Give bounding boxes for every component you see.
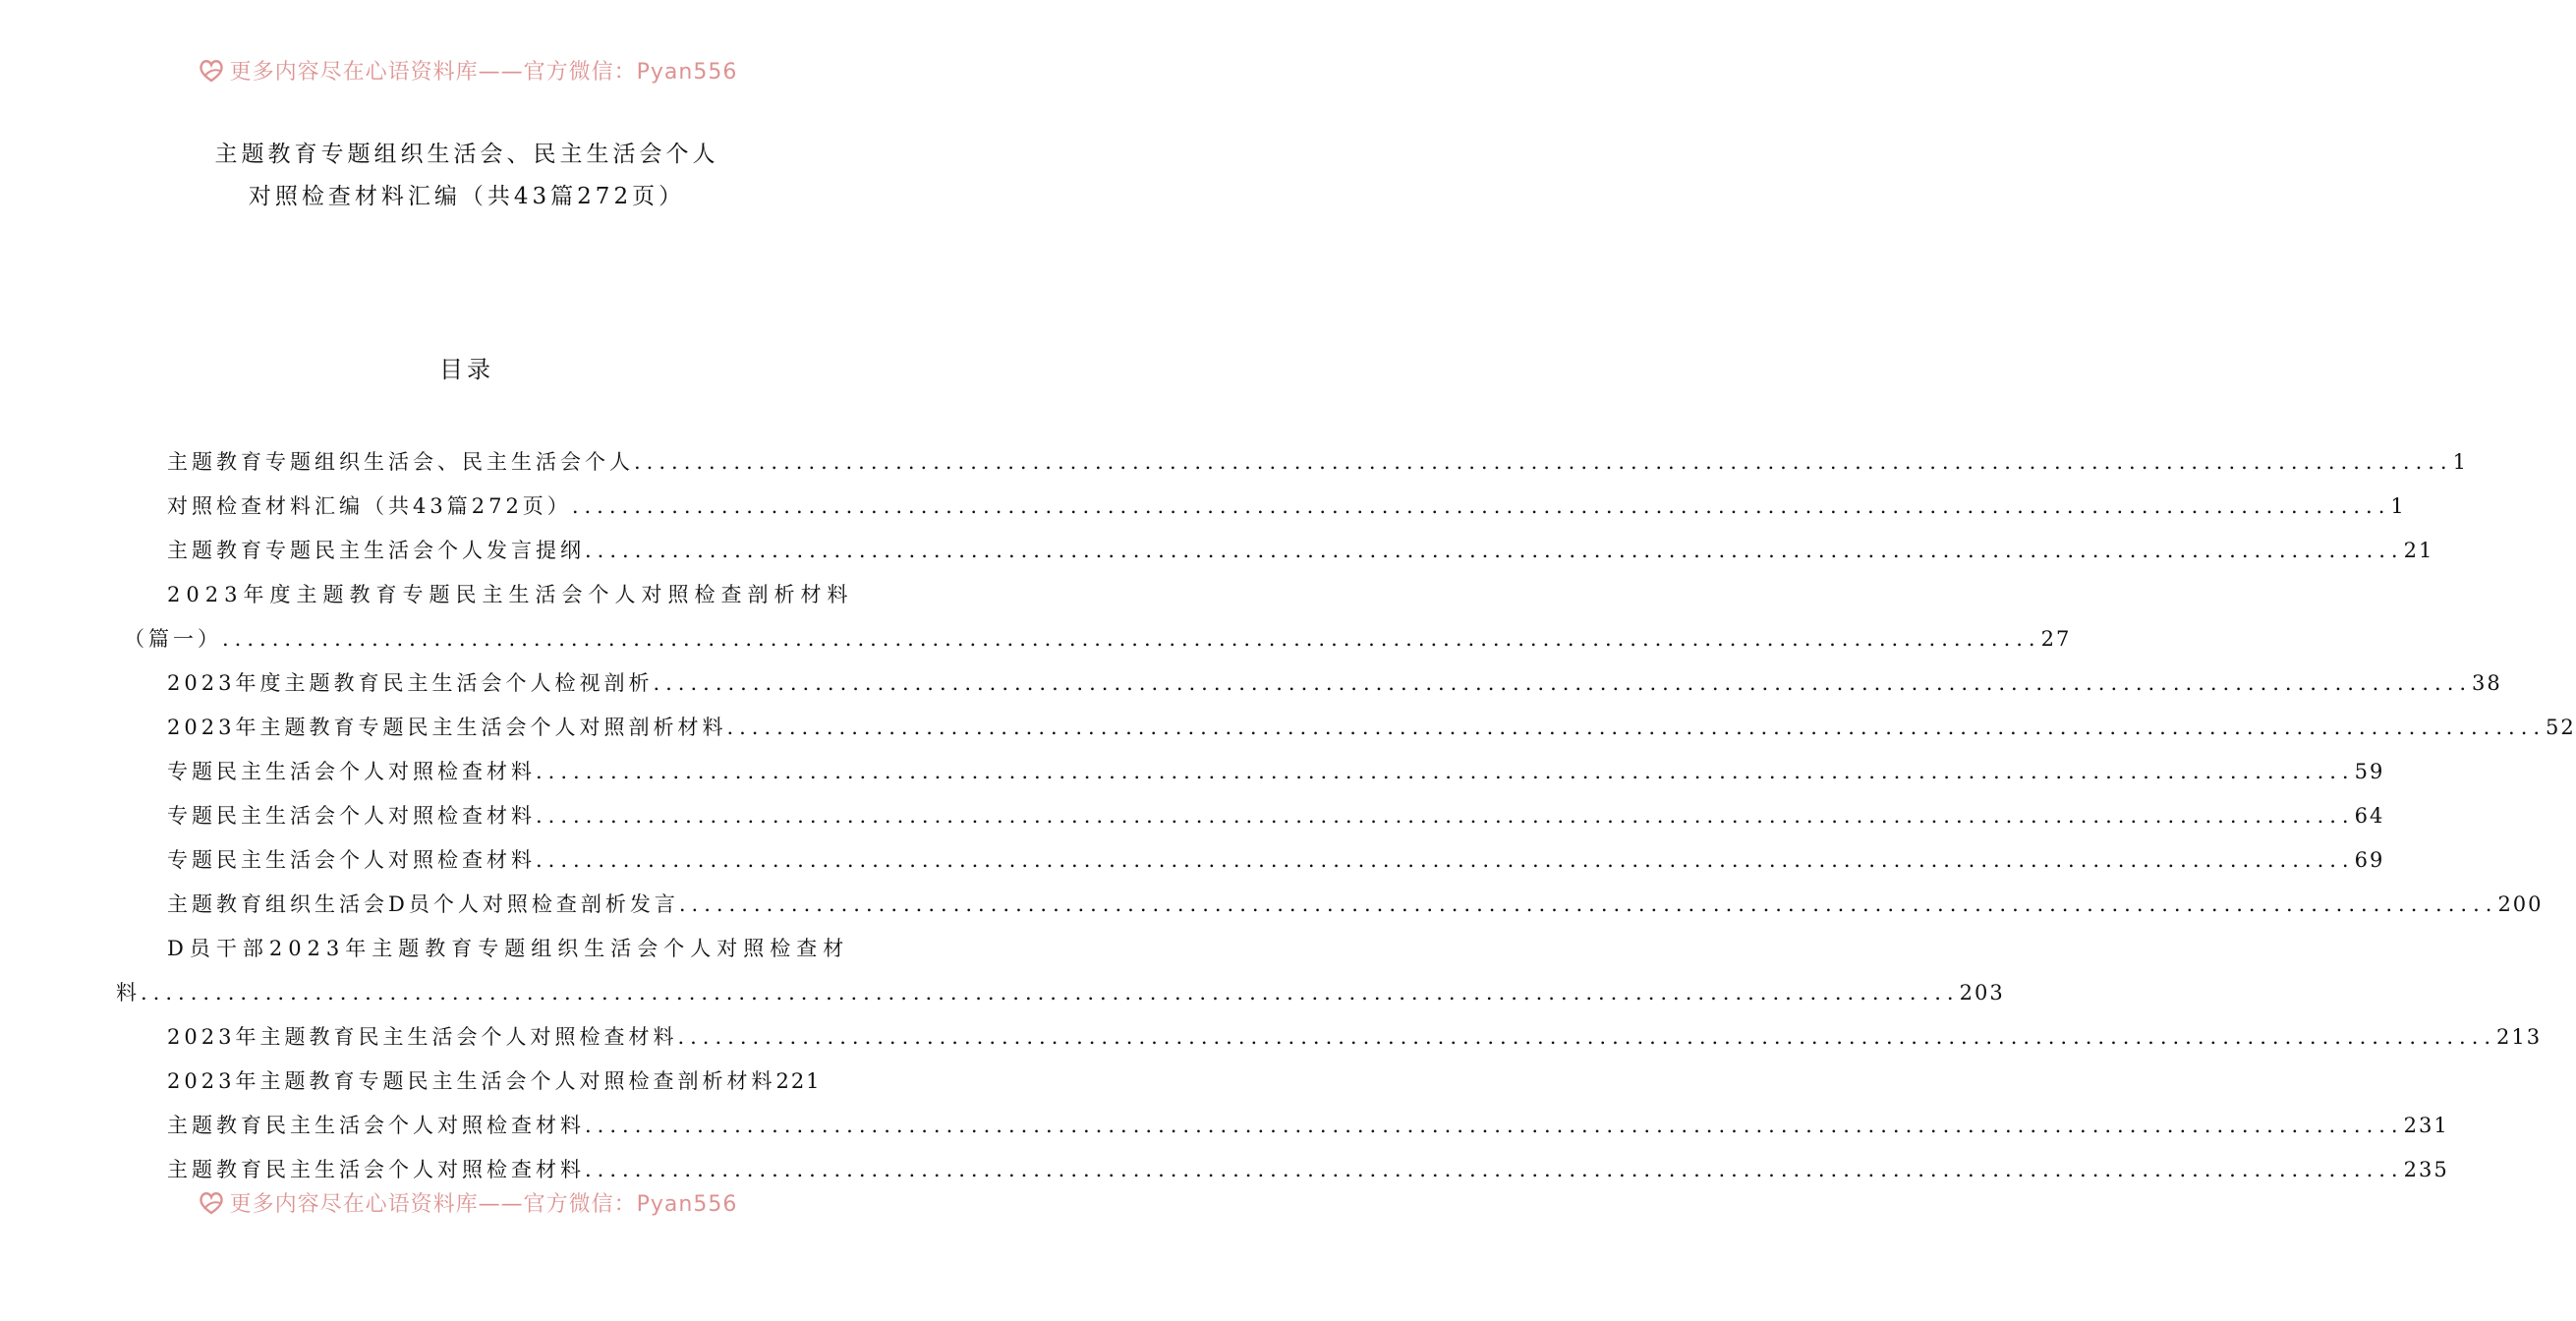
- watermark-text: 更多内容尽在心语资料库——官方微信：Pyan556: [229, 59, 738, 85]
- watermark-bottom: [0, 1185, 934, 1219]
- toc-entry-label: 主题教育专题民主生活会个人发言提纲: [167, 539, 585, 562]
- toc-leader-dots: [653, 671, 2472, 695]
- toc-leader-dots: [585, 1158, 2404, 1181]
- toc-entry-page: 213: [2496, 1025, 2543, 1049]
- toc-entry-label: 主题教育民主生活会个人对照检查材料: [167, 1158, 585, 1181]
- toc-leader-dots: [585, 539, 2404, 562]
- toc-entry-page: 231: [2403, 1114, 2449, 1137]
- document-title-line-2: 对照检查材料汇编（共43篇272页）: [248, 184, 686, 209]
- toc-entry-label: 2023年度主题教育专题民主生活会个人对照检查剖析材料: [167, 583, 854, 606]
- toc-entry-label: D员干部2023年主题教育专题组织生活会个人对照检查材: [167, 937, 850, 960]
- toc-entry-label: 料: [116, 981, 141, 1005]
- toc-entry-page: 203: [1959, 981, 2005, 1005]
- toc-leader-dots: [677, 1025, 2496, 1049]
- toc-entry-label: 2023年主题教育民主生活会个人对照检查材料: [167, 1025, 678, 1049]
- toc-entry-page: 52: [2546, 716, 2576, 739]
- toc-leader-dots: [536, 848, 2355, 872]
- toc-leader-dots: [634, 450, 2453, 474]
- toc-entry[interactable]: [167, 535, 2434, 564]
- toc-entry-label: 主题教育民主生活会个人对照检查材料: [167, 1114, 585, 1137]
- toc-leader-dots: [536, 760, 2355, 783]
- toc-entry-label: 主题教育组织生活会D员个人对照检查剖析发言: [167, 892, 679, 916]
- toc-entry-continuation[interactable]: [116, 977, 2005, 1006]
- toc-entry[interactable]: [167, 800, 2385, 830]
- heart-swirl-logo-icon: [197, 1187, 226, 1217]
- toc-entry-label: 专题民主生活会个人对照检查材料: [167, 848, 536, 872]
- toc-entry-label: 专题民主生活会个人对照检查材料: [167, 760, 536, 783]
- toc-entry[interactable]: [167, 844, 2385, 874]
- toc-entry-label: 主题教育专题组织生活会、民主生活会个人: [167, 450, 634, 474]
- toc-entry-label: 专题民主生活会个人对照检查材料: [167, 804, 536, 828]
- toc-entry-page: 38: [2472, 671, 2502, 695]
- toc-entry-label: 2023年主题教育专题民主生活会个人对照剖析材料: [167, 716, 727, 739]
- toc-entry-page: 235: [2403, 1158, 2449, 1181]
- toc-heading: 目录: [439, 356, 494, 383]
- toc-entry[interactable]: [167, 667, 2502, 697]
- toc-entry-page: 27: [2040, 627, 2072, 651]
- toc-entry-page: 1: [2390, 494, 2406, 518]
- toc-entry[interactable]: [167, 490, 2406, 520]
- toc-leader-dots: [222, 627, 2041, 651]
- toc-entry[interactable]: [167, 933, 850, 962]
- toc-entry[interactable]: [167, 889, 2544, 918]
- toc-entry-continuation[interactable]: [124, 623, 2072, 653]
- document-title-line-1: 主题教育专题组织生活会、民主生活会个人: [214, 142, 719, 167]
- toc-entry-page: 69: [2354, 848, 2385, 872]
- toc-entry[interactable]: [167, 756, 2385, 785]
- toc-entry[interactable]: [167, 1065, 822, 1095]
- toc-entry-page: 221: [775, 1069, 822, 1093]
- watermark-text: 更多内容尽在心语资料库——官方微信：Pyan556: [229, 1191, 738, 1217]
- toc-entry[interactable]: [167, 1110, 2449, 1139]
- toc-leader-dots: [726, 716, 2546, 739]
- toc-entry-page: 59: [2354, 760, 2385, 783]
- toc-entry-page: 200: [2497, 892, 2544, 916]
- toc-entry[interactable]: [167, 1021, 2543, 1051]
- toc-leader-dots: [141, 981, 1960, 1005]
- toc-entry[interactable]: [167, 579, 854, 608]
- toc-leader-dots: [536, 804, 2355, 828]
- toc-entry-label: （篇一）: [124, 627, 222, 651]
- toc-entry-page: 1: [2452, 450, 2468, 474]
- toc-entry-label: 2023年度主题教育民主生活会个人检视剖析: [167, 671, 654, 695]
- toc-leader-dots: [585, 1114, 2404, 1137]
- toc-entry-label: 对照检查材料汇编（共43篇272页）: [167, 494, 572, 518]
- toc-entry[interactable]: [167, 1154, 2449, 1183]
- toc-leader-dots: [572, 494, 2391, 518]
- toc-entry-label: 2023年主题教育专题民主生活会个人对照检查剖析材料: [167, 1069, 776, 1093]
- toc-entry-page: 64: [2354, 804, 2385, 828]
- toc-entry[interactable]: [167, 446, 2468, 476]
- toc-entry[interactable]: [167, 712, 2576, 741]
- toc-leader-dots: [679, 892, 2498, 916]
- toc-entry-page: 21: [2403, 539, 2434, 562]
